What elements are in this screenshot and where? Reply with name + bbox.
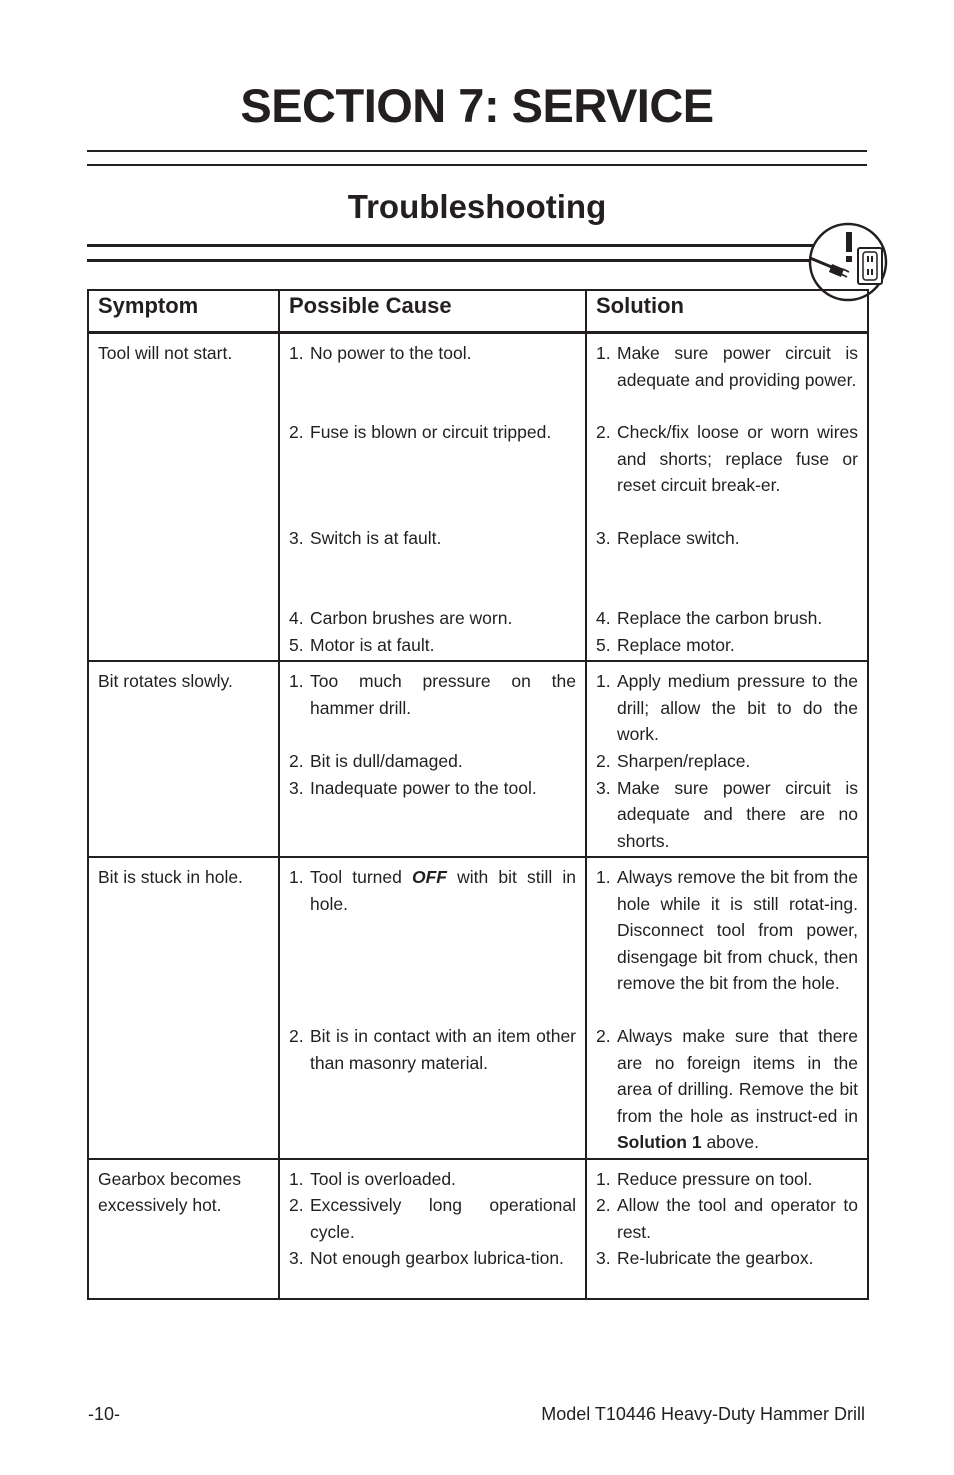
cause-item: 3. Inadequate power to the tool. [289, 777, 537, 798]
symptom-cell: Tool will not start. [88, 333, 279, 662]
solution-item: 1. Reduce pressure on tool. [596, 1168, 813, 1189]
title-rule-top [87, 150, 867, 152]
table-header-row [88, 290, 868, 333]
subsection-title: Troubleshooting [347, 188, 607, 225]
cause-item: 2. Fuse is blown or circuit tripped. [289, 422, 552, 442]
section-title: SECTION 7: SERVICE [240, 79, 714, 132]
symptom-cell: Bit rotates slowly. [88, 661, 279, 857]
table-row [88, 857, 868, 1159]
cause-item: 4. Carbon brushes are worn. [289, 608, 513, 628]
cause-item: 1. Tool is overloaded. [289, 1168, 456, 1189]
table-row [88, 661, 868, 857]
subtitle-rule-top [87, 244, 817, 247]
header-symptom: Symptom [88, 290, 279, 333]
subtitle-rule-bottom [87, 259, 817, 262]
solution-item: 2. Allow the tool and operator to rest. [596, 1195, 858, 1242]
solution-item: 3. Make sure power circuit is adequate and there are no shorts. [596, 777, 858, 851]
solution-cell [586, 1159, 868, 1299]
cause-cell [279, 661, 586, 857]
solution-reference: Solution 1 [617, 1132, 702, 1152]
cause-item: 5. Motor is at fault. [289, 634, 435, 655]
solution-item: 3. Replace switch. [596, 528, 740, 548]
cause-cell [279, 333, 586, 662]
solution-item: 2. Always make sure that there are no foreign items in the area of drilling. Remove the bit from the hole as instruct-ed in Solution 1 above. [596, 1026, 858, 1152]
solution-item: 1. Apply medium pressure to the drill; allow the bit to do the work. [596, 671, 858, 744]
solution-item: 1. Always remove the bit from the hole while it is still rotat-ing. Disconnect tool from power, disengage bit from chuck, then remove the bit from the hole. [596, 867, 858, 993]
cause-item: 2. Bit is in contact with an item other than masonry material. [289, 1026, 576, 1073]
table-row [88, 333, 868, 662]
cause-item: 1. Too much pressure on the hammer drill. [289, 671, 576, 718]
cause-cell [279, 857, 586, 1159]
symptom-cell: Gearbox becomes excessively hot. [88, 1159, 279, 1299]
solution-item: 1. Make sure power circuit is adequate and providing power. [596, 343, 858, 390]
solution-item: 4. Replace the carbon brush. [596, 608, 823, 628]
cause-item: 2. Bit is dull/damaged. [289, 751, 463, 771]
cause-cell [279, 1159, 586, 1299]
page-number: -10- [88, 1404, 121, 1424]
solution-item: 2. Sharpen/replace. [596, 751, 751, 771]
footer-model: Model T10446 Heavy-Duty Hammer Drill [541, 1404, 865, 1424]
symptom-cell: Bit is stuck in hole. [88, 857, 279, 1159]
solution-item: 3. Re-lubricate the gearbox. [596, 1248, 814, 1268]
solution-item: 2. Check/fix loose or worn wires and shorts; replace fuse or reset circuit break-er. [596, 422, 858, 495]
off-emphasis: OFF [411, 867, 447, 887]
cause-item: 3. Not enough gearbox lubrica-tion. [289, 1248, 564, 1268]
troubleshooting-table [87, 289, 869, 1300]
table-row [88, 1159, 868, 1299]
cause-item: 1. Tool turned OFF with bit still in hole. [289, 867, 576, 914]
cause-item: 1. No power to the tool. [289, 343, 472, 363]
title-rule-bottom [87, 164, 867, 166]
cause-item: 3. Switch is at fault. [289, 528, 442, 548]
solution-item: 5. Replace motor. [596, 634, 735, 655]
solution-cell [586, 661, 868, 857]
header-possible-cause: Possible Cause [279, 290, 586, 333]
cause-item: 2. Excessively long operational cycle. [289, 1195, 576, 1242]
solution-cell [586, 333, 868, 662]
solution-cell [586, 857, 868, 1159]
header-solution: Solution [586, 290, 868, 333]
